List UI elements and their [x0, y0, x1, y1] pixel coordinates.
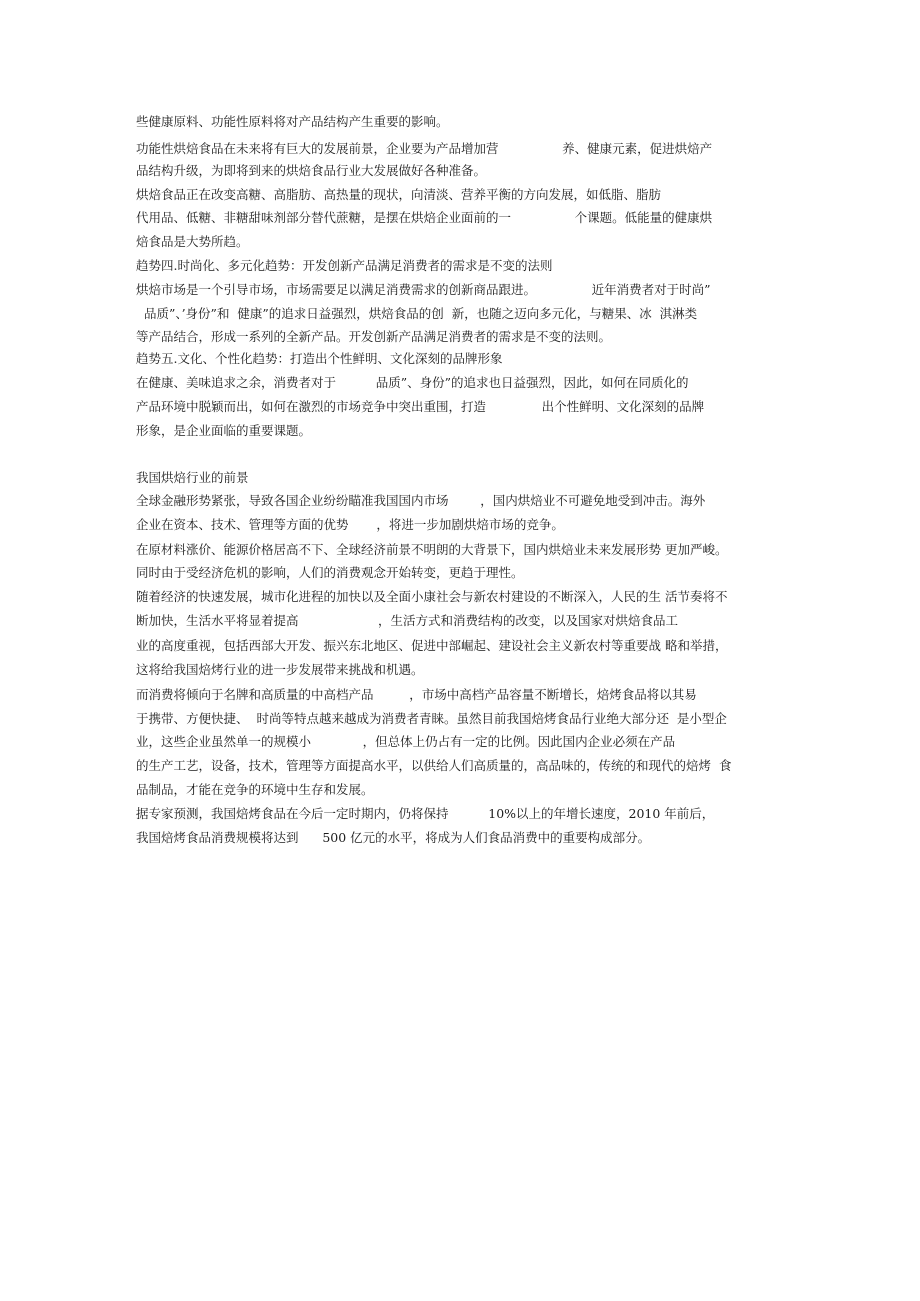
paragraph-line: 同时由于受经济危机的影响，人们的消费观念开始转变，更趋于理性。: [136, 565, 524, 580]
paragraph-line: 企业在资本、技术、管理等方面的优势 ，将进一步加剧烘焙市场的竞争。: [136, 517, 564, 532]
paragraph-line: 产品环境中脱颖而出，如何在激烈的市场竞争中突出重围，打造 出个性鲜明、文化深刻的品牌: [136, 399, 705, 414]
paragraph-line: 品质”、’身份”和 健康”的追求日益强烈，烘焙食品的创 新，也随之迈向多元化，与糖果、冰 淇淋类: [136, 306, 698, 321]
paragraph-line: 形象，是企业面临的重要课题。: [136, 423, 312, 438]
paragraph-line: 烘焙市场是一个引导市场，市场需要足以满足消费需求的创新商品跟进。 近年消费者对于时尚”: [136, 282, 711, 297]
paragraph-line: 焙食品是大势所趋。: [136, 234, 249, 249]
paragraph-line: 品结构升级，为即将到来的烘焙食品行业大发展做好各种准备。: [136, 163, 487, 178]
paragraph-line: 全球金融形势紧张，导致各国企业纷纷瞄准我国国内市场 ，国内烘焙业不可避免地受到冲击。海外: [136, 493, 706, 508]
paragraph-line: 据专家预测，我国焙烤食品在今后一定时期内，仍将保持 10%以上的年增长速度，2010 年前后，: [136, 806, 715, 821]
paragraph-line: 我国焙烤食品消费规模将达到 500 亿元的水平，将成为人们食品消费中的重要构成部分。: [136, 830, 651, 845]
paragraph-line: 代用品、低糖、非糖甜味剂部分替代蔗糖，是摆在烘焙企业面前的一 个课题。低能量的健康烘: [136, 210, 713, 225]
paragraph-line: 在原材料涨价、能源价格居高不下、全球经济前景不明朗的大背景下，国内烘焙业未来发展形势 更加严峻。: [136, 542, 728, 557]
paragraph-line: 功能性烘焙食品在未来将有巨大的发展前景，企业要为产品增加营 养、健康元素，促进烘焙产: [136, 141, 713, 156]
paragraph-line: 业的高度重视，包括西部大开发、振兴东北地区、促进中部崛起、建设社会主义新农村等重要战 略和举措，: [136, 638, 728, 653]
paragraph-line: 品制品，才能在竞争的环境中生存和发展。: [136, 782, 374, 797]
paragraph-line: 等产品结合，形成一系列的全新产品。开发创新产品满足消费者的需求是不变的法则。: [136, 329, 612, 344]
paragraph-line: 烘焙食品正在改变高糖、高脂肪、高热量的现状，向清淡、营养平衡的方向发展，如低脂、脂肪: [136, 187, 662, 202]
paragraph-line: 这将给我国焙烤行业的进一步发展带来挑战和机遇。: [136, 662, 424, 677]
paragraph-line: 而消费将倾向于名牌和高质量的中高档产品 ，市场中高档产品容量不断增长，焙烤食品将以其易: [136, 687, 697, 702]
paragraph-line: 随着经济的快速发展，城市化进程的加快以及全面小康社会与新农村建设的不断深入，人民的生 活节奏将不: [136, 589, 728, 604]
section-heading: 趋势四.时尚化、多元化趋势：开发创新产品满足消费者的需求是不变的法则: [136, 258, 553, 273]
section-heading: 趋势五.文化、个性化趋势：打造出个性鲜明、文化深刻的品牌形象: [136, 351, 503, 366]
paragraph-line: 的生产工艺，设备，技术，管理等方面提高水平，以供给人们高质量的，高品味的，传统的和现代的焙烤 食: [136, 758, 732, 773]
paragraph-line: 于携带、方便快捷、 时尚等特点越来越成为消费者青睐。虽然目前我国焙烤食品行业绝大部分还 是小型企: [136, 711, 727, 726]
section-heading: 我国烘焙行业的前景: [136, 470, 249, 485]
paragraph-line: 断加快，生活水平将显着提高 ，生活方式和消费结构的改变，以及国家对烘焙食品工: [136, 613, 678, 628]
paragraph-line: 些健康原料、功能性原料将对产品结构产生重要的影响。: [136, 114, 449, 129]
paragraph-line: 在健康、美味追求之余，消费者对于 品质”、身份”的追求也日益强烈，因此，如何在同质化的: [136, 375, 689, 390]
paragraph-line: 业，这些企业虽然单一的规模小 ，但总体上仍占有一定的比例。因此国内企业必须在产品: [136, 734, 676, 749]
